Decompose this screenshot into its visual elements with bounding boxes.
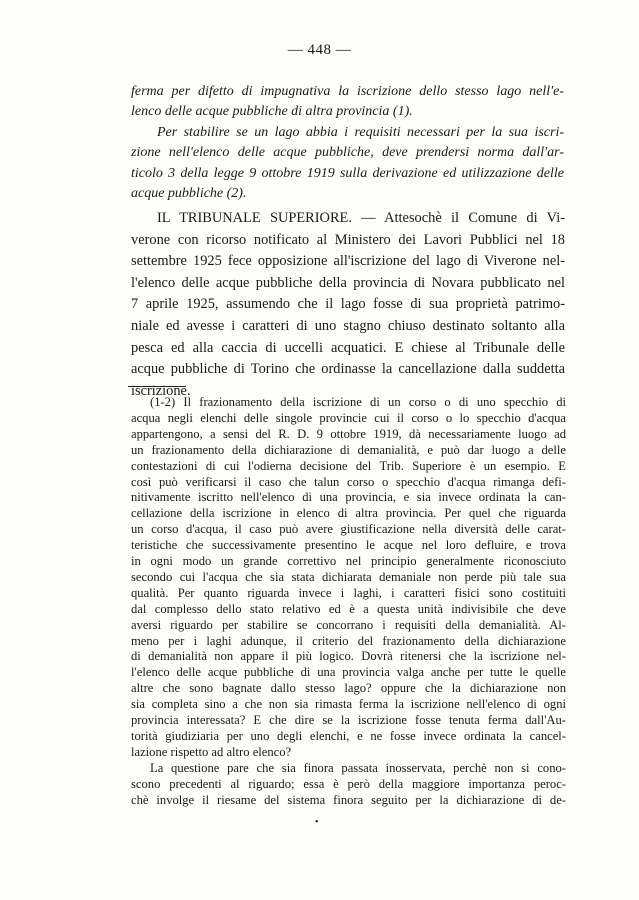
note-line: chè involge il riesame del sistema finora seguito per la dichiarazione di de- [131,792,566,807]
body-line: verone con ricorso notificato al Ministero dei Lavori Pubblici nel 18 [131,231,565,248]
note-line: qualità. Per quanto riguarda invece i laghi, i caratteri fisici sono costituiti [131,585,566,600]
note-line: teristiche che successivamente presentino le acque nel loro defluire, e trova [131,538,566,553]
note-line: La questione pare che sia finora passata inosservata, perchè non si cono- [150,760,566,775]
note-line: (1-2) Il frazionamento della iscrizione di un corso o di uno specchio di [150,395,566,409]
note-line: dal complesso dello stato relativo ed è a questa unità indivisibile che deve [131,601,566,616]
body-line: pesca ed alla caccia di uccelli acquatici. E chiese al Tribunale delle [131,339,565,356]
body-line: 7 aprile 1925, assumendo che il lago fosse di sua proprietà patrimo- [131,296,565,313]
note-line: torità giudiziaria per uno degli elenchi, e ne fosse invece ordinata la cancel- [131,728,566,743]
massima-line: acque pubbliche (2). [131,186,247,201]
note-line: in ogni modo un grande correttivo nel principio generalmente riconosciuto [131,554,566,568]
body-line: IL TRIBUNALE SUPERIORE. — Attesochè il Comune di Vi- [157,210,565,226]
note-line: cellazione della iscrizione in elenco di altra provincia. Per quel che riguarda [131,506,566,521]
body-line: niale ed avesse i caratteri di uno stagno chiuso destinato soltanto alla [131,318,565,334]
page-number: — 448 — [287,42,352,58]
massima-line: Per stabilire se un lago abbia i requisiti necessari per la sua iscri- [157,124,564,140]
note-line: meno per i laghi adunque, il criterio del frazionamento della dichiarazione [131,633,566,648]
massima-line: ferma per difetto di impugnativa la iscrizione dello stesso lago nell'e- [131,84,564,99]
body-line: iscrizione. [131,382,191,399]
note-line: appartengono, a sensi del R. D. 9 ottobre 1919, dà necessariamente luogo ad [131,426,566,441]
body-line: acque pubbliche di Torino che ordinasse la cancellazione dalla suddetta [131,361,565,378]
note-line: secondo cui l'acqua che sia stata dichiarata demaniale non perde più tale sua [131,569,566,584]
note-line: di demanialità non appare il più logico. Dovrà ritenersi che la iscrizione nel- [131,649,566,664]
massima-line: ticolo 3 della legge 9 ottobre 1919 sulla derivazione ed utilizzazione delle [131,165,564,181]
note-line: contestazioni di cui l'odierna decisione del Trib. Superiore è un esempio. E [131,458,566,473]
body-line: l'elenco delle acque pubbliche della provincia di Novara pubblicato nel [131,274,565,291]
footnote-separator [128,386,186,387]
note-line: un frazionamento della dichiarazione di demanialità, e può dar luogo a delle [131,442,566,457]
note-line: aversi riguardo per stabilire se concorrano i requisiti della demanialità. Al- [131,617,566,632]
massima-line: lenco delle acque pubbliche di altra provincia (1). [131,104,413,120]
note-line: sia completa sino a che non sia rimasta ferma la iscrizione nell'elenco di ogni [131,697,566,712]
note-line: un corso d'acqua, il caso può avere giustificazione nella diversità delle carat- [131,522,566,537]
note-line: provincia interessata? E che dire se la iscrizione fosse tenuta ferma dall'Au- [131,713,566,727]
note-line: nitivamente iscritto nell'elenco di una provincia, e sia invece ordinata la can- [131,490,566,505]
note-line: altre che sono bagnate dallo stesso lago? oppure che la dichiarazione non [131,681,566,696]
end-mark: • [315,816,319,828]
note-line: così può verificarsi il caso che talun corso o specchio d'acqua rimanga defi- [131,474,566,489]
note-line: lazione rispetto ad altro elenco? [131,744,292,759]
note-line: l'elenco delle acque pubbliche di una provincia valga anche per tutte le quelle [131,665,566,680]
massima-line: zione nell'elenco delle acque pubbliche, deve prendersi norma dall'ar- [131,145,564,161]
note-line: scono precedenti al riguardo; essa è però della maggiore importanza peroc- [131,776,566,791]
body-line: settembre 1925 fece opposizione all'iscrizione del lago di Viverone nel- [131,253,565,270]
note-line: acqua negli elenchi delle singole provincie cui il corso o lo specchio d'acqua [131,410,566,425]
